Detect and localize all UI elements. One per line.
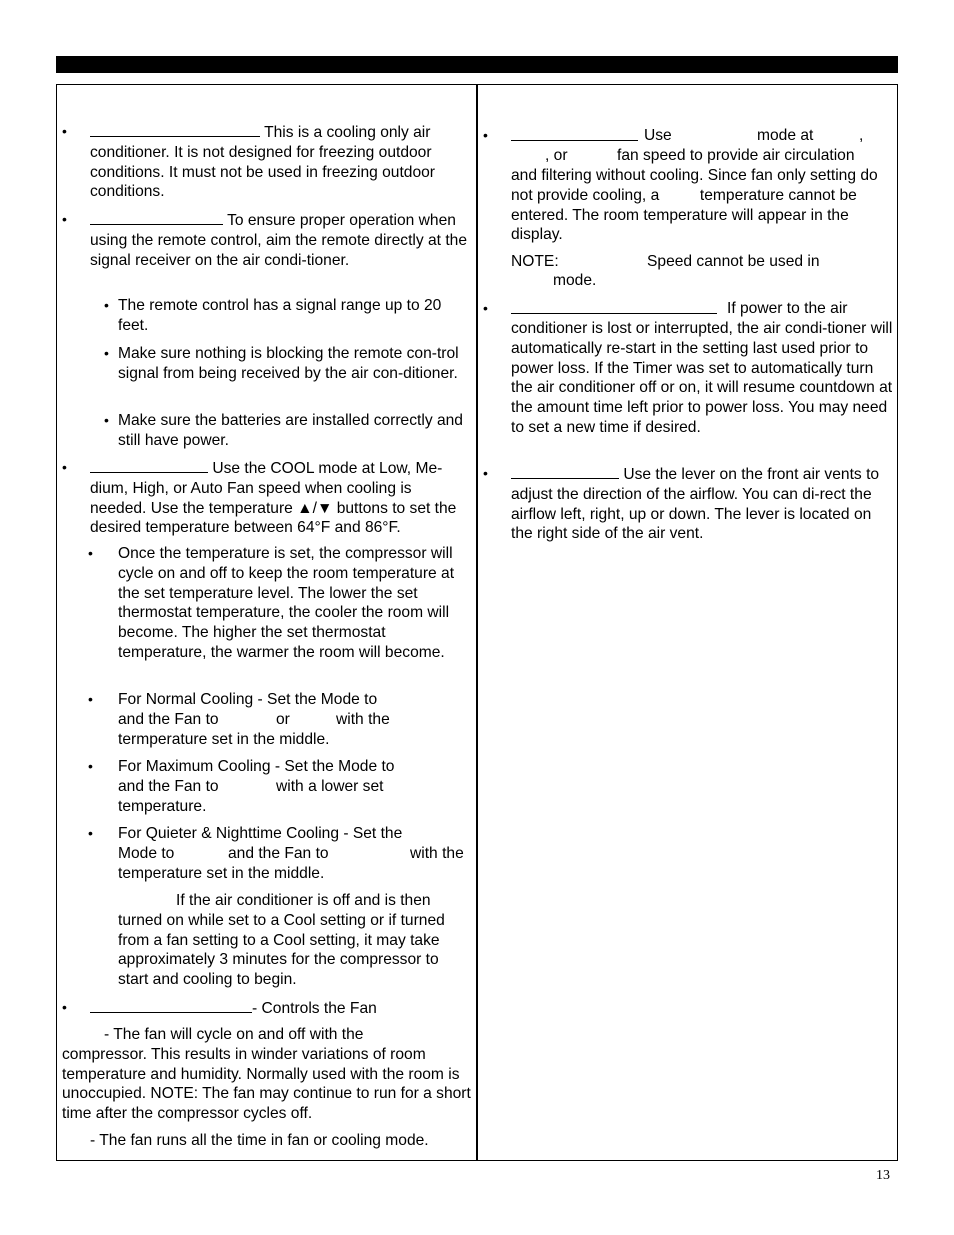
- bullet-item-auto-restart: [483, 299, 893, 438]
- page-number: 13: [876, 1168, 890, 1183]
- bullet-icon: •: [62, 123, 67, 139]
- heading-underline: [90, 122, 260, 137]
- bullet-item-cooling-only: [62, 122, 472, 202]
- heading-underline: [90, 998, 252, 1013]
- item-text: To ensure proper operation when using the remote control, aim the remote directly at the signal receiver on the air condi-tioner.: [90, 212, 468, 269]
- bullet-icon: •: [62, 459, 67, 475]
- heading-underline: [511, 464, 619, 479]
- item-text: ,: [859, 127, 864, 144]
- item-text: This is a cooling only air conditioner. It is not designed for freezing outdoor conditions. It must not be used in freezing outdoor conditions.: [90, 124, 436, 201]
- heading-underline: [511, 299, 717, 314]
- sub-bullet-icon: •: [104, 297, 109, 313]
- column-divider: [476, 84, 478, 1161]
- sub-item-text: temperature.: [118, 798, 207, 815]
- sub-item: [104, 411, 474, 451]
- sub-item: [88, 544, 474, 663]
- item-text: , or: [545, 147, 568, 164]
- header-bar: [56, 56, 898, 73]
- sub-item-text: with the: [410, 845, 464, 862]
- item-text: mode at: [757, 127, 814, 144]
- sub-item-text: The remote control has a signal range up to 20 feet.: [118, 297, 442, 334]
- bullet-item-fan-only: • Use mode at , , or fan speed to provide air circulation and filtering without cooling. Since fan only setting do not provide cooling, a temperature cannot be entered. The room temperature will appear in the display.: [483, 127, 878, 244]
- sub-item-text: Make sure the batteries are installed correctly and still have power.: [118, 412, 463, 449]
- sub-item-text: Mode to: [118, 845, 175, 862]
- heading-underline: [90, 458, 208, 473]
- sub-item-text: and the Fan to: [118, 778, 219, 795]
- fan-mode-paragraph-2: [62, 1131, 472, 1151]
- sub-item: [104, 344, 474, 384]
- bullet-icon: •: [483, 300, 488, 316]
- note-label: NOTE:: [511, 253, 559, 270]
- sub-item-text: For Normal Cooling - Set the Mode to: [118, 691, 378, 708]
- note-text: Speed cannot be used in: [647, 253, 820, 270]
- paragraph-text: compressor. This results in winder variations of room temperature and humidity. Normally used with the room is unoccupied. NOTE: The fan may continue to run for a short time after the compressor cycles off.: [62, 1045, 471, 1123]
- bullet-item-air-direction: [483, 464, 893, 544]
- sub-item-text: with the: [336, 711, 390, 728]
- sub-item-text: Make sure nothing is blocking the remote con-trol signal from being received by the air con-ditioner.: [118, 345, 459, 382]
- item-text: Use the COOL mode at Low, Me-dium, High, or Auto Fan speed when cooling is needed. Use the temperature ▲/▼ buttons to set the desired temperature between 64°F and 86°F.: [90, 460, 457, 537]
- fan-mode-paragraph: [62, 1025, 472, 1124]
- sub-item-text: For Quieter & Nighttime Cooling - Set the: [118, 825, 403, 842]
- paragraph-text: - The fan will cycle on and off with the: [104, 1026, 364, 1043]
- bullet-item-cool-mode: [62, 458, 472, 538]
- sub-item-normal-cooling: [88, 690, 474, 750]
- bullet-item-remote: [62, 210, 472, 270]
- sub-item-text: temperature set in the middle.: [118, 865, 325, 882]
- sub-bullet-icon: •: [88, 758, 93, 774]
- bullet-icon: •: [62, 211, 67, 227]
- bullet-item-fan-control: [62, 998, 472, 1019]
- item-text: to adjust the direction of the airflow. You can di-rect the airflow left, right, up or down. The lever is located on the right side of the air vent.: [511, 466, 880, 543]
- note-text: If the air conditioner is off and is then turned on while set to a Cool setting or if turned from a fan setting to a Cool setting, it may take approximately 3 minutes for the compressor to start and cooling to begin.: [118, 892, 445, 989]
- note-fan-speed: [511, 252, 893, 292]
- note-compressor-delay: [118, 891, 470, 990]
- item-text: If power to the air: [727, 300, 848, 317]
- bullet-icon: •: [483, 465, 488, 481]
- sub-item-text: and the Fan to: [228, 845, 329, 862]
- note-text: mode.: [553, 272, 597, 289]
- sub-bullet-icon: •: [104, 345, 109, 361]
- sub-bullet-icon: •: [88, 545, 93, 561]
- sub-item-quiet-cooling: [88, 824, 474, 884]
- heading-underline: [90, 210, 223, 225]
- bullet-icon: •: [483, 127, 488, 143]
- sub-item-text: and the Fan to: [118, 711, 219, 728]
- item-text: - Controls the Fan: [252, 1000, 377, 1017]
- item-text: conditioner is lost or interrupted, the air condi-tioner will automatically re-start in the setting last used prior to power loss. If the Timer was set to automatically turn the air conditioner off or on, it will resume countdown at the amount time left prior to power loss. You may need to set a new time if desired.: [511, 320, 893, 436]
- sub-item-text: termperature set in the middle.: [118, 731, 330, 748]
- sub-item: [104, 296, 474, 336]
- sub-item-max-cooling: [88, 757, 474, 817]
- bullet-icon: •: [62, 999, 67, 1015]
- sub-bullet-icon: •: [88, 825, 93, 841]
- sub-item-text: with a lower set: [276, 778, 384, 795]
- item-text: Use the lever on the front air vents: [623, 466, 862, 483]
- sub-bullet-icon: •: [88, 691, 93, 707]
- sub-item-text: or: [276, 711, 290, 728]
- heading-underline: [511, 126, 638, 141]
- sub-item-text: Once the temperature is set, the compressor will cycle on and off to keep the room temperature at the set temperature level. The lower the set thermostat temperature, the cooler the room will become. The higher the set thermostat temperature, the warmer the room will become.: [118, 545, 455, 661]
- paragraph-text: - The fan runs all the time in fan or cooling mode.: [90, 1132, 429, 1149]
- sub-bullet-icon: •: [104, 412, 109, 428]
- sub-item-text: For Maximum Cooling - Set the Mode to: [118, 758, 395, 775]
- item-text: Use: [644, 127, 672, 144]
